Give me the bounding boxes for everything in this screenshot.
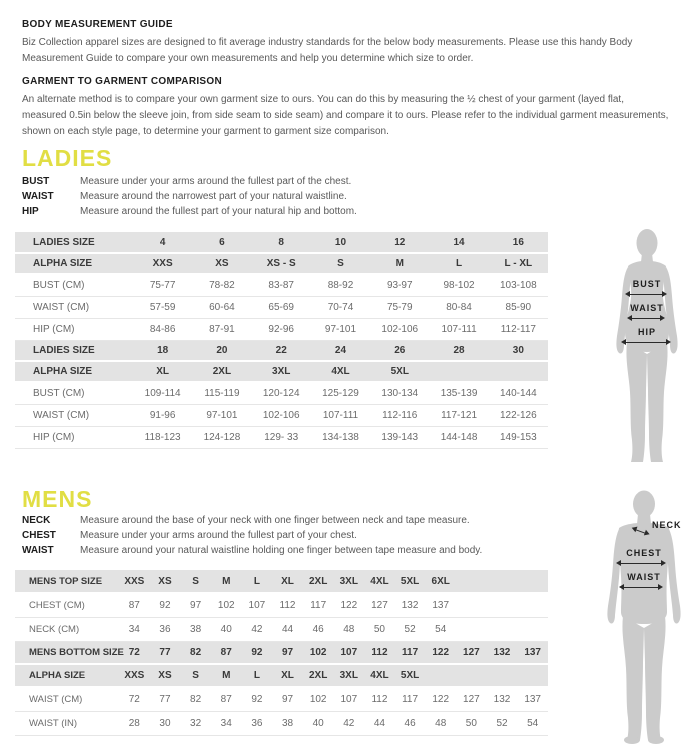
size-cell: 82 (180, 687, 211, 711)
size-cell: 22 (252, 340, 311, 361)
size-cell: 36 (242, 711, 273, 735)
page-title: BODY MEASUREMENT GUIDE (22, 19, 173, 30)
size-cell: 24 (311, 340, 370, 361)
row-label: WAIST (IN) (15, 711, 119, 735)
size-cell: 75-79 (370, 296, 429, 318)
mens-size-table (15, 570, 548, 736)
size-cell: 3XL (252, 361, 311, 382)
size-cell: 6XL (425, 570, 456, 593)
row-label: MENS TOP SIZE (15, 570, 119, 593)
size-cell: 91-96 (133, 404, 192, 426)
size-cell (456, 664, 487, 687)
definition-text: Measure under your arms around the fullest part of the chest. (80, 176, 352, 187)
size-cell: 78-82 (192, 274, 251, 296)
size-cell: 109-114 (133, 382, 192, 404)
figure-neck-label: NECK (652, 520, 682, 530)
size-cell: 107 (242, 593, 273, 617)
size-cell: 38 (272, 711, 303, 735)
size-cell: XXS (119, 570, 150, 593)
size-cell: XXS (133, 253, 192, 274)
figure-hip-label: HIP (637, 327, 656, 337)
size-cell: 120-124 (252, 382, 311, 404)
figure-chest-label: CHEST (626, 548, 662, 558)
figure-bust-label: BUST (632, 279, 662, 289)
size-cell: 46 (395, 711, 426, 735)
row-label: BUST (CM) (15, 274, 133, 296)
size-cell: 14 (429, 232, 488, 253)
size-cell: 75-77 (133, 274, 192, 296)
size-cell: XL (133, 361, 192, 382)
size-cell: 115-119 (192, 382, 251, 404)
table-row (15, 404, 548, 426)
size-cell: 127 (364, 593, 395, 617)
definition-row (22, 544, 482, 559)
definition-term: HIP (22, 205, 39, 217)
table-row (15, 711, 548, 735)
size-cell: 139-143 (370, 426, 429, 448)
row-label: ALPHA SIZE (15, 253, 133, 274)
size-cell: 50 (364, 617, 395, 641)
definition-text: Measure around the fullest part of your natural hip and bottom. (80, 205, 357, 217)
figure-waist-label: WAIST (630, 303, 664, 313)
size-cell: 12 (370, 232, 429, 253)
size-cell: 6 (192, 232, 251, 253)
definition-term: WAIST (22, 190, 54, 202)
row-label: ALPHA SIZE (15, 664, 119, 687)
table-row (15, 617, 548, 641)
size-cell (456, 570, 487, 593)
size-cell: 4XL (364, 570, 395, 593)
size-cell: S (311, 253, 370, 274)
size-cell: 93-97 (370, 274, 429, 296)
size-cell: 97-101 (192, 404, 251, 426)
size-cell (456, 593, 487, 617)
size-cell: 72 (119, 641, 150, 664)
size-cell: 87 (119, 593, 150, 617)
table-row (15, 296, 548, 318)
size-cell: XXS (119, 664, 150, 687)
size-cell: 107 (333, 687, 364, 711)
definition-term: WAIST (22, 544, 54, 556)
size-cell: 28 (429, 340, 488, 361)
size-cell: 102 (211, 593, 242, 617)
size-cell: 127 (456, 687, 487, 711)
size-cell: S (180, 570, 211, 593)
definition-row (22, 529, 482, 544)
size-cell: 10 (311, 232, 370, 253)
row-label: WAIST (CM) (15, 687, 119, 711)
size-cell (489, 361, 548, 382)
size-cell: 16 (489, 232, 548, 253)
size-cell: 3XL (333, 570, 364, 593)
size-cell: 18 (133, 340, 192, 361)
size-cell: 30 (150, 711, 181, 735)
waist-measure-arrow-icon (621, 587, 661, 588)
size-cell: 4 (133, 232, 192, 253)
size-cell: 134-138 (311, 426, 370, 448)
size-cell: 107-111 (311, 404, 370, 426)
size-cell: 130-134 (370, 382, 429, 404)
size-cell: XL (272, 570, 303, 593)
size-cell: 60-64 (192, 296, 251, 318)
size-cell: 44 (272, 617, 303, 641)
size-cell: 144-148 (429, 426, 488, 448)
definition-term: CHEST (22, 529, 56, 541)
male-silhouette (598, 490, 698, 748)
size-cell: 65-69 (252, 296, 311, 318)
size-cell: 107 (333, 641, 364, 664)
size-cell: 52 (487, 711, 518, 735)
size-cell: 83-87 (252, 274, 311, 296)
table-row (15, 570, 548, 593)
size-cell: 34 (119, 617, 150, 641)
size-cell: 137 (517, 641, 548, 664)
size-cell: 135-139 (429, 382, 488, 404)
size-cell: 30 (489, 340, 548, 361)
size-cell: 46 (303, 617, 334, 641)
table-row (15, 593, 548, 617)
size-cell: 92-96 (252, 318, 311, 340)
size-cell: 102-106 (252, 404, 311, 426)
size-cell: 5XL (370, 361, 429, 382)
size-cell: XS (192, 253, 251, 274)
row-label: MENS BOTTOM SIZE (15, 641, 119, 664)
size-cell: 42 (333, 711, 364, 735)
size-cell: 129- 33 (252, 426, 311, 448)
chest-measure-arrow-icon (618, 563, 664, 564)
size-cell: 5XL (395, 570, 426, 593)
table-row (15, 664, 548, 687)
size-cell: 122-126 (489, 404, 548, 426)
size-cell: 80-84 (429, 296, 488, 318)
table-row (15, 340, 548, 361)
size-cell: L (429, 253, 488, 274)
size-cell: 87-91 (192, 318, 251, 340)
table-row (15, 274, 548, 296)
size-cell: 118-123 (133, 426, 192, 448)
size-cell (425, 664, 456, 687)
size-cell: 97-101 (311, 318, 370, 340)
size-cell: 125-129 (311, 382, 370, 404)
size-cell: S (180, 664, 211, 687)
size-cell: 36 (150, 617, 181, 641)
size-cell: 112 (272, 593, 303, 617)
table-row (15, 426, 548, 448)
size-cell: 32 (180, 711, 211, 735)
table-row (15, 641, 548, 664)
size-cell: 2XL (192, 361, 251, 382)
size-cell: L (242, 664, 273, 687)
definition-row (22, 205, 357, 220)
size-cell: M (211, 664, 242, 687)
size-cell: 117 (395, 641, 426, 664)
size-cell: 102 (303, 687, 334, 711)
row-label: NECK (CM) (15, 617, 119, 641)
table-row (15, 318, 548, 340)
comparison-paragraph: An alternate method is to compare your own garment size to ours. You can do this by measuring the ½ chest of your garment (layed flat, measured 0.5in below the sleeve join, from side seam to side seam) and compare it to ours. Please refer to the individual garment measurements, shown on each style page, to determine your garment to garment size comparison. (22, 94, 669, 137)
size-cell: 2XL (303, 570, 334, 593)
size-cell: 117-121 (429, 404, 488, 426)
size-cell (487, 593, 518, 617)
size-cell: 40 (303, 711, 334, 735)
ladies-definitions (22, 175, 357, 219)
size-cell: XS (150, 664, 181, 687)
size-cell: XS - S (252, 253, 311, 274)
ladies-size-table (15, 232, 548, 449)
size-cell: 48 (425, 711, 456, 735)
size-cell: L - XL (489, 253, 548, 274)
size-cell: 97 (272, 687, 303, 711)
table-row (15, 382, 548, 404)
size-cell (517, 570, 548, 593)
size-cell: 124-128 (192, 426, 251, 448)
size-cell: 54 (425, 617, 456, 641)
size-cell: 5XL (395, 664, 426, 687)
size-cell: 85-90 (489, 296, 548, 318)
size-cell: XL (272, 664, 303, 687)
comparison-title: GARMENT TO GARMENT COMPARISON (22, 76, 222, 87)
row-label: BUST (CM) (15, 382, 133, 404)
table-row (15, 232, 548, 253)
hip-measure-arrow-icon (623, 342, 669, 343)
row-label: WAIST (CM) (15, 296, 133, 318)
size-cell: 92 (242, 641, 273, 664)
size-cell: XS (150, 570, 181, 593)
table-row (15, 253, 548, 274)
definition-text: Measure around the narrowest part of your natural waistline. (80, 190, 347, 202)
size-cell: 149-153 (489, 426, 548, 448)
size-cell: 137 (425, 593, 456, 617)
size-cell: 44 (364, 711, 395, 735)
size-cell: 34 (211, 711, 242, 735)
definition-term: NECK (22, 515, 51, 526)
size-cell: 42 (242, 617, 273, 641)
size-cell: 112-116 (370, 404, 429, 426)
size-cell: 132 (487, 641, 518, 664)
size-cell: 28 (119, 711, 150, 735)
size-cell: 97 (272, 641, 303, 664)
bust-measure-arrow-icon (627, 294, 665, 295)
intro-paragraph: Biz Collection apparel sizes are designed to fit average industry standards for the below body measurements. Please use this handy Body Measurement Guide to compare your own measurements and help you determine which size to order. (22, 37, 633, 64)
size-cell: 2XL (303, 664, 334, 687)
size-cell: 127 (456, 641, 487, 664)
size-cell: M (211, 570, 242, 593)
size-cell: 112-117 (489, 318, 548, 340)
size-cell: 77 (150, 641, 181, 664)
definition-text: Measure around your natural waistline holding one finger between tape measure and body. (80, 544, 483, 556)
size-cell: 102-106 (370, 318, 429, 340)
size-cell: 4XL (364, 664, 395, 687)
size-cell: 98-102 (429, 274, 488, 296)
size-cell: 117 (303, 593, 334, 617)
row-label: CHEST (CM) (15, 593, 119, 617)
definition-text: Measure around the base of your neck with one finger between neck and tape measure. (80, 515, 470, 526)
table-row (15, 687, 548, 711)
size-cell: 117 (395, 687, 426, 711)
size-cell: 122 (425, 641, 456, 664)
figure-waist-label: WAIST (627, 572, 661, 582)
size-cell: 122 (333, 593, 364, 617)
size-cell (429, 361, 488, 382)
size-cell: 84-86 (133, 318, 192, 340)
row-label: LADIES SIZE (15, 232, 133, 253)
definition-row (22, 514, 482, 529)
waist-measure-arrow-icon (629, 318, 663, 319)
size-cell: 4XL (311, 361, 370, 382)
definition-row (22, 175, 357, 190)
size-cell: 40 (211, 617, 242, 641)
size-cell (487, 570, 518, 593)
size-cell: 50 (456, 711, 487, 735)
size-cell: 140-144 (489, 382, 548, 404)
size-cell: 77 (150, 687, 181, 711)
size-cell (517, 664, 548, 687)
mens-figure (598, 490, 698, 748)
size-cell (487, 617, 518, 641)
definition-term: BUST (22, 176, 50, 187)
mens-section-heading: MENS (22, 486, 93, 512)
size-cell: 87 (211, 641, 242, 664)
size-cell: 70-74 (311, 296, 370, 318)
row-label: HIP (CM) (15, 318, 133, 340)
size-cell: 52 (395, 617, 426, 641)
size-cell: 137 (517, 687, 548, 711)
size-cell: 92 (242, 687, 273, 711)
size-cell (517, 617, 548, 641)
size-cell: L (242, 570, 273, 593)
size-cell: 122 (425, 687, 456, 711)
size-cell: 102 (303, 641, 334, 664)
definition-row (22, 190, 357, 205)
size-cell (517, 593, 548, 617)
size-cell: 103-108 (489, 274, 548, 296)
size-cell: 112 (364, 641, 395, 664)
definition-text: Measure under your arms around the fullest part of your chest. (80, 529, 357, 541)
size-cell: 54 (517, 711, 548, 735)
row-label: WAIST (CM) (15, 404, 133, 426)
size-cell: 20 (192, 340, 251, 361)
female-silhouette (603, 228, 698, 470)
size-cell: 97 (180, 593, 211, 617)
mens-definitions (22, 514, 482, 558)
size-cell: 8 (252, 232, 311, 253)
size-cell: 87 (211, 687, 242, 711)
size-cell: 72 (119, 687, 150, 711)
row-label: HIP (CM) (15, 426, 133, 448)
size-cell: 57-59 (133, 296, 192, 318)
size-cell: 107-111 (429, 318, 488, 340)
size-cell: 48 (333, 617, 364, 641)
size-cell (487, 664, 518, 687)
size-cell: 132 (487, 687, 518, 711)
ladies-figure (603, 228, 698, 470)
size-cell: 112 (364, 687, 395, 711)
intro-section (22, 19, 670, 149)
size-cell: 26 (370, 340, 429, 361)
size-cell: 82 (180, 641, 211, 664)
row-label: ALPHA SIZE (15, 361, 133, 382)
table-row (15, 361, 548, 382)
row-label: LADIES SIZE (15, 340, 133, 361)
size-cell: 132 (395, 593, 426, 617)
size-cell (456, 617, 487, 641)
size-cell: 88-92 (311, 274, 370, 296)
size-cell: 92 (150, 593, 181, 617)
ladies-section-heading: LADIES (22, 145, 113, 171)
size-cell: 3XL (333, 664, 364, 687)
size-cell: 38 (180, 617, 211, 641)
size-cell: M (370, 253, 429, 274)
